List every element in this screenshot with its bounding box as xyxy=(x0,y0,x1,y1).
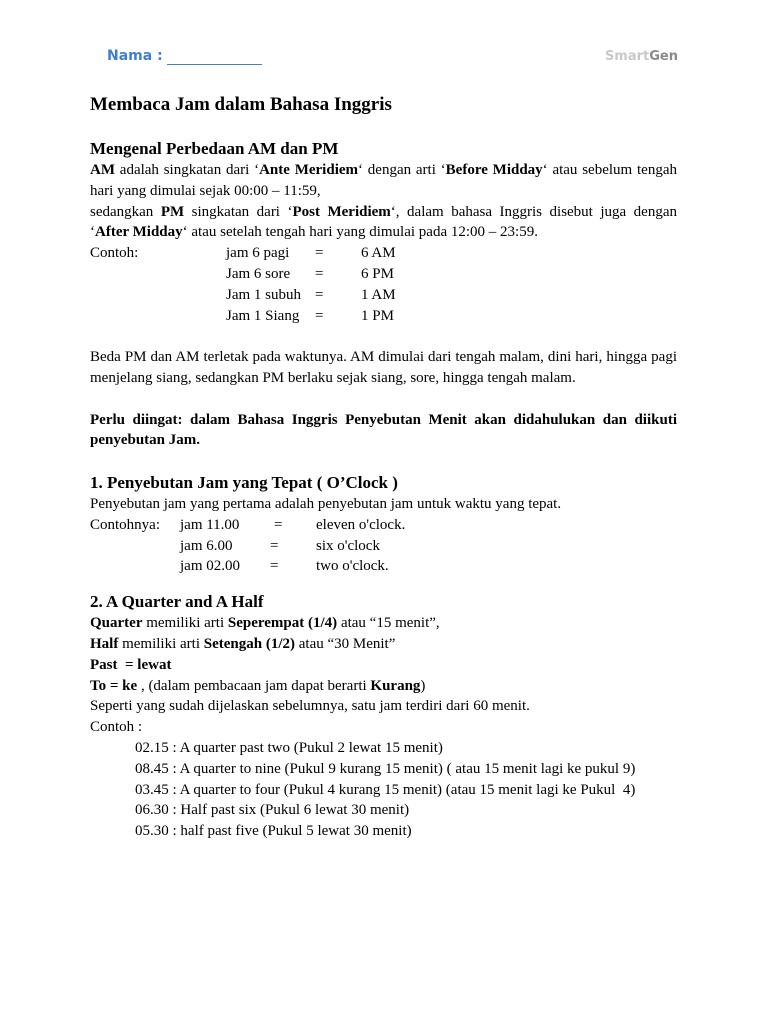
brand-smart: Smart xyxy=(604,49,650,64)
list-item: 06.30 : Half past six (Pukul 6 lewat 30 menit) xyxy=(135,802,410,819)
to-line: To = ke , (dalam pembacaan jam dapat berarti Kurang) xyxy=(90,677,426,694)
example-label: Contohnya: xyxy=(90,516,160,533)
am-definition: AM adalah singkatan dari ‘Ante Meridiem‘ dengan arti ‘Before Midday‘ atau sebelum tengah hari yang dimulai sejak 00:00 – 11:59, xyxy=(90,162,677,199)
section1-intro: Penyebutan jam yang pertama adalah penyebutan jam untuk waktu yang tepat. xyxy=(90,495,562,512)
list-item: 08.45 : A quarter to nine (Pukul 9 kurang 15 menit) ( atau 15 menit lagi ke pukul 9) xyxy=(135,760,636,777)
example-row: jam 6.00 = six o'clock xyxy=(180,537,380,554)
note-paragraph: Perlu diingat: dalam Bahasa Inggris Penyebutan Menit akan didahulukan dan diikuti penyebutan Jam. xyxy=(90,411,677,449)
ampm-examples xyxy=(90,243,677,326)
brand-gen: Gen xyxy=(649,49,678,64)
example-row: Contoh: jam 6 pagi = 6 AM xyxy=(90,243,677,264)
list-item: 02.15 : A quarter past two (Pukul 2 lewat 15 menit) xyxy=(135,739,443,756)
example-label: Contoh : xyxy=(90,719,143,736)
page-header xyxy=(107,48,678,68)
example-row: jam 02.00 = two o'clock. xyxy=(180,558,389,575)
example-row: Jam 6 sore = 6 PM xyxy=(226,265,394,282)
half-line: Half memiliki arti Setengah (1/2) atau “30 Menit” xyxy=(90,635,396,652)
past-line: Past = lewat xyxy=(90,656,172,673)
example-label: Contoh: xyxy=(90,245,139,262)
section-ampm-heading: Mengenal Perbedaan AM dan PM xyxy=(90,139,339,158)
pm-definition: sedangkan PM singkatan dari ‘Post Meridiem‘, dalam bahasa Inggris disebut juga dengan ‘After Midday‘ atau setelah tengah hari yang dimulai pada 12:00 – 23:59. xyxy=(90,203,678,241)
list-item: 03.45 : A quarter to four (Pukul 4 kurang 15 menit) (atau 15 menit lagi ke Pukul 4) xyxy=(135,781,636,798)
ampm-difference-paragraph: Beda PM dan AM terletak pada waktunya. AM dimulai dari tengah malam, dini hari, hingga pagi menjelang siang, sedangkan PM berlaku sejak siang, sore, hingga tengah malam. xyxy=(90,349,677,386)
document-title: Membaca Jam dalam Bahasa Inggris xyxy=(90,94,392,115)
section2-heading: 2. A Quarter and A Half xyxy=(90,592,264,612)
oclock-examples xyxy=(90,515,677,577)
quarter-half-examples xyxy=(90,738,677,842)
document-body xyxy=(90,92,677,842)
name-fill-line xyxy=(167,64,262,65)
quarter-line: Quarter memiliki arti Seperempat (1/4) atau “15 menit”, xyxy=(90,615,440,632)
example-row: Jam 1 Siang = 1 PM xyxy=(226,307,394,324)
name-label: Nama : xyxy=(107,48,163,64)
example-row: Contohnya: jam 11.00 = eleven o'clock. xyxy=(90,515,677,536)
list-item: 05.30 : half past five (Pukul 5 lewat 30 menit) xyxy=(135,823,412,840)
brand-logo xyxy=(605,49,678,64)
section1-heading: 1. Penyebutan Jam yang Tepat ( O’Clock ) xyxy=(90,472,398,492)
example-row: Jam 1 subuh = 1 AM xyxy=(226,286,396,303)
hour-explanation: Seperti yang sudah dijelaskan sebelumnya, satu jam terdiri dari 60 menit. xyxy=(90,698,530,715)
